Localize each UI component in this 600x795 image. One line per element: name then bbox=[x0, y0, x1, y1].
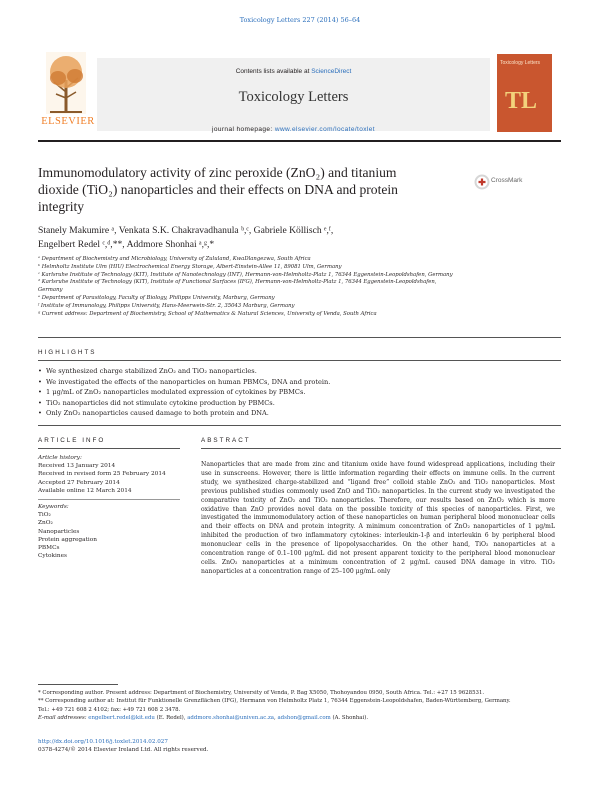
author-list bbox=[38, 224, 508, 252]
journal-homepage bbox=[97, 126, 490, 133]
highlight-item: • TiO₂ nanoparticles did not stimulate cytokine production by PBMCs. bbox=[38, 398, 538, 409]
affiliation-d: ᵈ Karlsruhe Institute of Technology (KIT), Institute of Functional Surfaces (IFG), Hermann-von-Helmholtz-Platz 1, 76344 Eggenstein-Leopoldshafen, bbox=[38, 279, 437, 286]
contents-line bbox=[97, 68, 490, 75]
email-link-redel[interactable]: engelbert.redel@kit.edu bbox=[88, 715, 155, 722]
keywords-label: Keywords: bbox=[38, 504, 69, 511]
highlights-bottom-rule bbox=[38, 425, 561, 426]
email-label: E-mail addresses: bbox=[38, 715, 89, 722]
publication-info bbox=[38, 738, 438, 754]
keyword: ZnO₂ bbox=[38, 520, 53, 527]
elsevier-tree-icon bbox=[46, 52, 86, 114]
journal-citation[interactable]: Toxicology Letters 227 (2014) 56–64 bbox=[239, 16, 361, 24]
highlights-rule bbox=[38, 360, 561, 361]
abstract-text: Nanoparticles that are made from zinc and titanium oxide have found widespread applications, including their use in sunscreens. However, there is little information regarding their effects on immune cells. In the current study, we synthesized charge-stabilized and “ligand free” colloid stable ZnO₂ and TiO₂ nanoparticles. Most previous published studies commonly used ZnO and TiO₂ nanoparticles. In the current study we investigated the comparative toxicity of ZnO₂ and TiO₂ nanoparticles. Therefore, our results based on ZnO₂ which is more oxidative than ZnO provides novel data on the possible toxicity of this species of nanoparticles. First, we investigated the immunomodulatory action of these nanoparticles on human peripheral blood mononuclear cells and their effects on DNA and protein integrity. A minimum concentration of ZnO₂ nanoparticles of 1 μg/mL inhibited the production of two inflammatory cytokines: interleukin-1-β and interleukin 6 by peripheral blood mononuclear cells in the presence of lipopolysaccharides. On the other hand, TiO₂ nanoparticles at a concentration range of 0.1–100 μg/mL did not present apparent toxicity to the peripheral blood mononuclear cells. ZnO₂ nanoparticles at a minimum concentration of 2 μg/mL caused DNA damage in vitro. TiO₂ nanoparticles at a concentration range of 25–100 μg/mL only bbox=[201, 461, 555, 575]
footnotes bbox=[38, 689, 563, 723]
history-revised: Received in revised form 25 February 2014 bbox=[38, 471, 166, 478]
journal-title: Toxicology Letters bbox=[238, 89, 349, 105]
paper-title bbox=[38, 164, 478, 215]
highlight-item: • 1 μg/mL of ZnO₂ nanoparticles modulated expression of cytokines by PBMCs. bbox=[38, 387, 538, 398]
affiliations-divider bbox=[38, 337, 561, 338]
history-received: Received 13 January 2014 bbox=[38, 463, 116, 470]
footnote-corresponding-2-tel: Tel.: +49 721 608 2 4102; fax: +49 721 608 2 3478. bbox=[38, 706, 181, 713]
elsevier-logo bbox=[40, 52, 95, 137]
authors-line-2: Engelbert Redel ᶜ,ᵈ,**, Addmore Shonhai ᵃ,ᵍ,* bbox=[38, 239, 215, 250]
footnote-corresponding-1: * Corresponding author. Present address: Department of Biochemistry, University of Venda, P. Bag X5050, Thohoyandou 0950, South Africa. Tel.: +27 15 9628531. bbox=[38, 690, 485, 696]
cover-logo: TL bbox=[505, 88, 538, 114]
affiliation-g: ᵍ Current address: Department of Biochemistry, School of Mathematics & Natural Sciences, University of Venda, South Africa bbox=[38, 310, 377, 317]
history-online: Available online 12 March 2014 bbox=[38, 487, 132, 494]
footnote-corresponding-2: ** Corresponding author at: Institut für Funktionelle Grenzflächen (IFG), Hermann von Helmholtz Platz 1, 76344 Eggenstein-Leopoldshafen, Baden-Württemberg, Germany. bbox=[38, 698, 511, 705]
highlight-item: • Only ZnO₂ nanoparticles caused damage to both protein and DNA. bbox=[38, 408, 538, 419]
article-info-heading: ARTICLE INFO bbox=[38, 437, 106, 444]
email-name-shonhai: (A. Shonhai). bbox=[330, 715, 369, 722]
title-line-2: dioxide (TiO₂) nanoparticles and their effects on DNA and protein bbox=[38, 182, 398, 197]
highlights-list bbox=[38, 366, 538, 419]
affiliation-e: ᵉ Department of Parasitology, Faculty of Biology, Philipps University, Marburg, Germany bbox=[38, 294, 275, 301]
homepage-label: journal homepage: bbox=[211, 126, 275, 133]
abstract-heading: ABSTRACT bbox=[201, 437, 251, 444]
email-link-shonhai[interactable]: addmore.shonhai@univen.ac.za bbox=[187, 715, 275, 722]
highlight-item: • We synthesized charge stabilized ZnO₂ and TiO₂ nanoparticles. bbox=[38, 366, 538, 377]
cover-title: Toxicology Letters bbox=[500, 60, 541, 66]
email-separator: , bbox=[274, 715, 278, 722]
affiliation-b: ᵇ Helmholtz Institute Ulm (HIU) Electrochemical Energy Storage, Albert-Einstein-Allee 11, 89081 Ulm, Germany bbox=[38, 263, 342, 270]
publisher-name: ELSEVIER bbox=[41, 116, 95, 127]
sciencedirect-link[interactable]: ScienceDirect bbox=[311, 68, 352, 75]
email-link-adshon[interactable]: adshon@gmail.com bbox=[277, 715, 331, 722]
highlights-heading: HIGHLIGHTS bbox=[38, 349, 97, 356]
abstract-rule bbox=[201, 448, 561, 449]
contents-prefix: Contents lists available at bbox=[235, 68, 312, 75]
homepage-link[interactable]: www.elsevier.com/locate/toxlet bbox=[274, 126, 375, 133]
article-info-rule bbox=[38, 448, 180, 449]
copyright-notice: 0378-4274/© 2014 Elsevier Ireland Ltd. All rights reserved. bbox=[38, 747, 209, 754]
keyword: Cytokines bbox=[38, 553, 68, 560]
affiliation-c: ᶜ Karlsruhe Institute of Technology (KIT), Institute of Nanotechnology (INT), Hermann-von-Helmholtz-Platz 1, 76344 Eggenstein-Leopoldshafen, Germany bbox=[38, 271, 453, 278]
affiliation-f: ᶠ Institute of Immunology, Philipps University, Hans-Meerwein-Str. 2, 35043 Marburg, Germany bbox=[38, 302, 295, 309]
affiliations bbox=[38, 256, 518, 318]
doi-link[interactable]: http://dx.doi.org/10.1016/j.toxlet.2014.02.027 bbox=[38, 739, 168, 745]
affiliation-d-cont: Germany bbox=[38, 287, 63, 294]
crossmark-icon bbox=[474, 174, 490, 190]
keyword: Protein aggregation bbox=[38, 536, 98, 543]
footnote-emails bbox=[38, 714, 563, 722]
history-accepted: Accepted 27 February 2014 bbox=[38, 479, 120, 486]
title-line-3: integrity bbox=[38, 199, 85, 214]
keywords-divider bbox=[38, 499, 180, 500]
keyword: TiO₂ bbox=[38, 512, 51, 519]
journal-cover bbox=[497, 54, 552, 132]
article-history-label: Article history: bbox=[38, 455, 82, 461]
affiliation-a: ᵃ Department of Biochemistry and Microbiology, University of Zululand, KwaDlangezwa, South Africa bbox=[38, 256, 311, 262]
keyword: PBMCs bbox=[38, 545, 60, 552]
article-info bbox=[38, 454, 180, 560]
title-line-1: Immunomodulatory activity of zinc peroxide (ZnO₂) and titanium bbox=[38, 165, 397, 180]
email-name-redel: (E. Redel), bbox=[154, 715, 188, 722]
crossmark-badge[interactable] bbox=[474, 174, 564, 190]
keyword: Nanoparticles bbox=[38, 528, 80, 535]
footnote-rule bbox=[38, 684, 118, 685]
authors-line-1: Stanely Makumire ᵃ, Venkata S.K. Chakravadhanula ᵇ,ᶜ, Gabriele Köllisch ᵉ,ᶠ, bbox=[38, 225, 334, 236]
header-divider bbox=[38, 140, 561, 142]
crossmark-label: CrossMark bbox=[491, 177, 523, 184]
highlight-item: • We investigated the effects of the nanoparticles on human PBMCs, DNA and protein. bbox=[38, 377, 538, 388]
